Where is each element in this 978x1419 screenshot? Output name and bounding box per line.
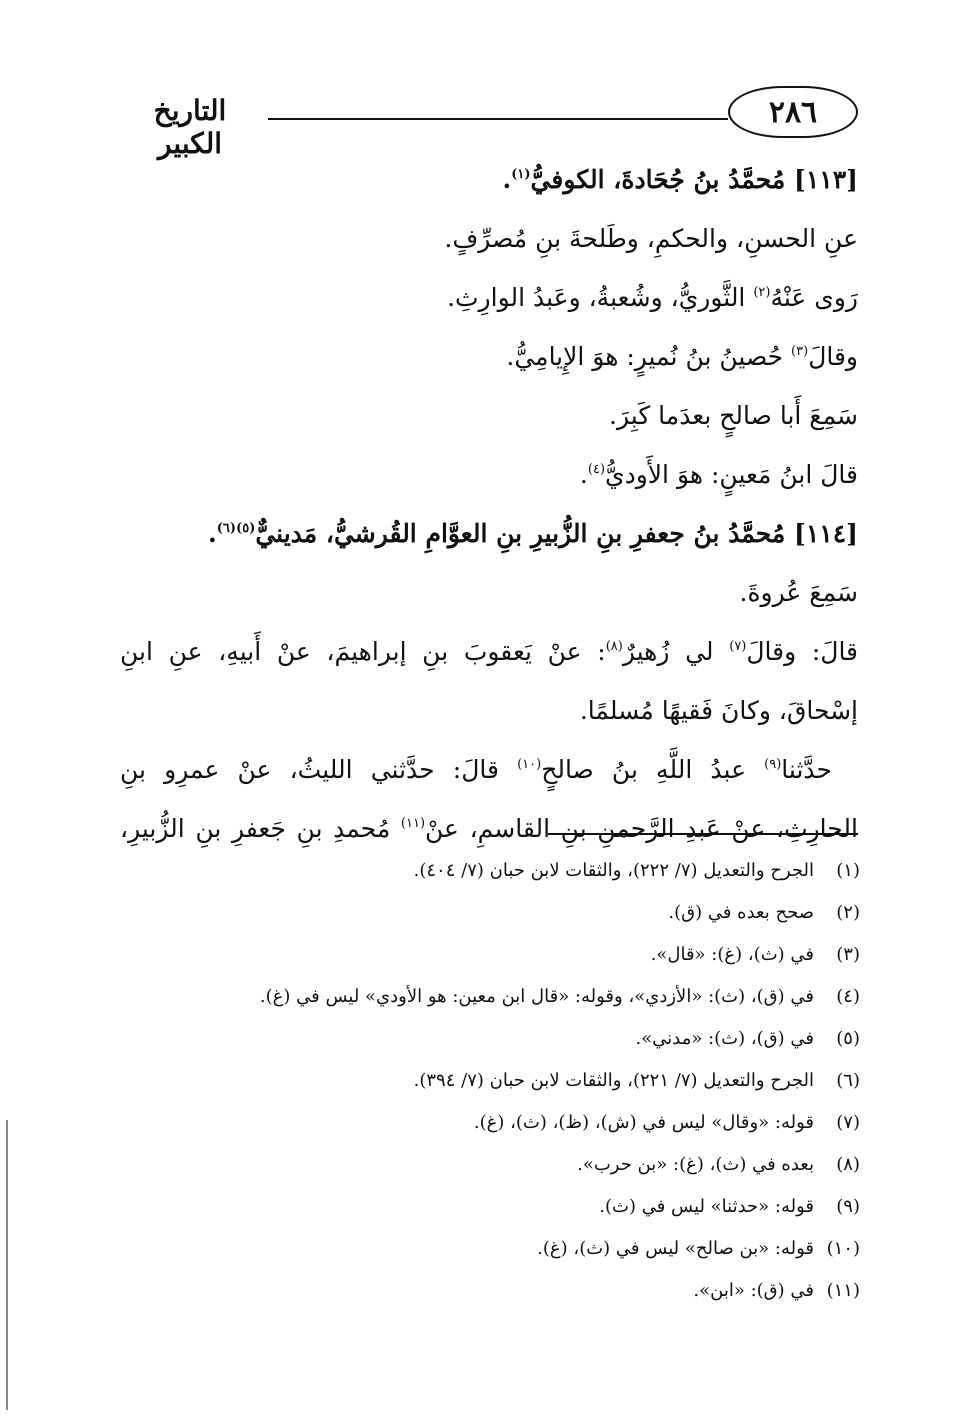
footnote-6: (٦)الجرح والتعديل (٧/ ٢٢١)، والثقات لابن حبان (٧/ ٣٩٤). [413, 1070, 860, 1091]
footnote-10: (١٠)قوله: «بن صالح» ليس في (ث)، (غ). [537, 1238, 860, 1259]
text-line: سَمِعَ أَبا صالحٍ بعدَما كَبِرَ. [609, 401, 858, 430]
main-text [120, 150, 858, 858]
entry-heading-114: [١١٤] مُحمَّدُ بنُ جعفرِ بنِ الزُّبيرِ بنِ العوَّامِ القُرشيُّ، مَدينيٌّ$^{(٥)(٦)}$. [208, 519, 858, 548]
footnote-ref: (٧) [729, 639, 747, 654]
entry-heading-113: [١١٣] مُحمَّدُ بنُ جُحَادةَ، الكوفيُّ$^{(١)}$. [502, 165, 858, 194]
text-line: قالَ: وقالَ$^{(٧)}$ لي زُهيرٌ$^{(٨)}$: عنْ يَعقوبَ بنِ إبراهيمَ، عنْ أَبيهِ، عنِ ابنِ [120, 637, 858, 666]
footnote-5: (٥)في (ق)، (ث): «مدني». [635, 1028, 860, 1049]
text-line: حدَّثنا$^{(٩)}$ عبدُ اللَّهِ بنُ صالحٍ$^{(١٠)}$ قالَ: حدَّثني الليثُ، عنْ عمرِو بنِ [120, 755, 832, 784]
footnote-9: (٩)قوله: «حدثنا» ليس في (ث). [599, 1196, 860, 1217]
footnote-ref: (٢) [753, 285, 771, 300]
footnote-11: (١١)في (ق): «ابن». [693, 1280, 860, 1301]
footnote-ref: (٥)(٦) [216, 521, 256, 536]
footnote-ref: (٣) [791, 344, 809, 359]
footnote-ref: (١١) [400, 816, 426, 831]
footnote-ref: (١) [511, 167, 531, 182]
footnote-ref: (٩) [764, 757, 782, 772]
footnotes [120, 850, 860, 1312]
running-header [120, 86, 858, 160]
footnote-8: (٨)بعده في (ث)، (غ): «بن حرب». [577, 1154, 860, 1175]
footnote-ref: (٤) [587, 462, 606, 477]
footnote-ref: (١٠) [517, 757, 542, 772]
scan-margin-mark [6, 1120, 8, 1410]
footnote-3: (٣)في (ث)، (غ): «قال». [650, 944, 860, 965]
text-line: إسْحاقَ، وكانَ فَقيهًا مُسلمًا. [579, 696, 858, 725]
text-line: قالَ ابنُ مَعينٍ: هوَ الأَوديُّ$^{(٤)}$. [579, 460, 858, 489]
footnote-4: (٤)في (ق)، (ث): «الأزدي»، وقوله: «قال ابن معين: هو الأودي» ليس في (غ). [259, 986, 860, 1007]
text-line: رَوى عَنْهُ$^{(٢)}$ الثَّوريُّ، وشُعبةُ، وعَبدُ الوارِثِ. [447, 283, 858, 312]
header-rule [268, 118, 728, 120]
text-line: الحارِثِ، عنْ عَبدِ الرَّحمنِ بنِ القاسمِ، عنْ$^{(١١)}$ مُحمدِ بنِ جَعفرِ بنِ الزُّبيرِ، [120, 814, 858, 843]
footnote-2: (٢)صحح بعده في (ق). [668, 902, 860, 923]
footnote-ref: (٨) [605, 639, 623, 654]
footnote-separator [548, 833, 858, 835]
footnote-1: (١)الجرح والتعديل (٧/ ٢٢٢)، والثقات لابن حبان (٧/ ٤٠٤). [413, 860, 860, 881]
page-number: ٢٨٦ [728, 86, 858, 138]
footnote-7: (٧)قوله: «وقال» ليس في (ش)، (ظ)، (ث)، (غ). [473, 1112, 860, 1133]
text-line: عنِ الحسنِ، والحكمِ، وطَلحةَ بنِ مُصرِّفٍ. [444, 224, 858, 253]
book-title: التاريخ الكبير [153, 94, 227, 160]
text-line: سَمِعَ عُروةَ. [739, 578, 858, 607]
text-line: وقالَ$^{(٣)}$ حُصينُ بنُ نُميرٍ: هوَ الإِيامِيُّ. [506, 342, 858, 371]
